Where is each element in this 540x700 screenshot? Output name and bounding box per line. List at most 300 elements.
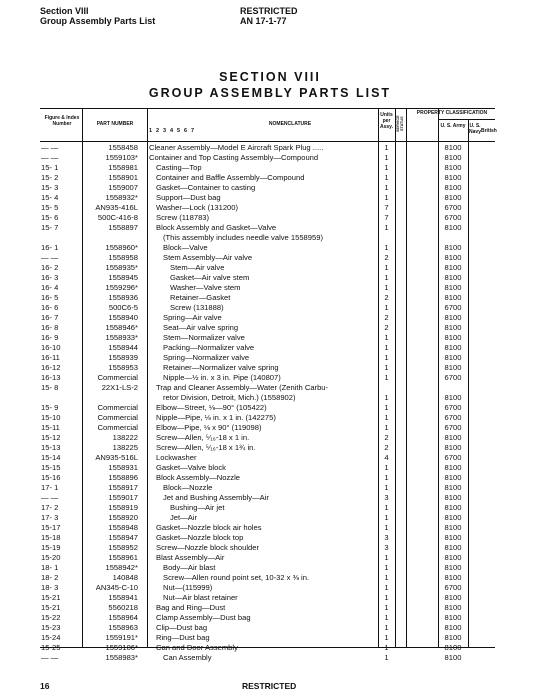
part-number: 1558940: [108, 313, 138, 322]
table-row: [40, 213, 495, 223]
figure-index: 18- 1: [41, 563, 59, 572]
table-row: [40, 283, 495, 293]
nomenclature: Casting—Top: [156, 163, 202, 172]
indent-header-5: 5: [177, 128, 181, 134]
table-row: [40, 423, 495, 433]
figure-index: 15- 2: [41, 173, 59, 182]
units-per-assembly: 1: [384, 483, 389, 492]
figure-index: 15-24: [41, 633, 61, 642]
nomenclature: Clip—Dust bag: [156, 623, 208, 632]
units-per-assembly: 1: [384, 243, 389, 252]
nomenclature: Nut—(115999): [163, 583, 213, 592]
table-row: [40, 263, 495, 273]
restricted-label: RESTRICTED: [240, 6, 298, 16]
table-row: [40, 393, 495, 403]
nomenclature: Nut—Air blast retainer: [163, 593, 238, 602]
table-row: [40, 633, 495, 643]
nomenclature: Can Assembly: [163, 653, 212, 662]
page-number: 16: [40, 681, 50, 691]
table-row: [40, 523, 495, 533]
part-number: 500C-416-8: [97, 213, 138, 222]
table-row: [40, 533, 495, 543]
table-row: [40, 353, 495, 363]
part-number: 1559296*: [105, 283, 138, 292]
table-row: [40, 543, 495, 553]
us-army-class: 8100: [444, 343, 462, 352]
section-subtitle: Group Assembly Parts List: [40, 16, 156, 26]
running-header-center: [240, 6, 298, 26]
figure-index: 15- 5: [41, 203, 59, 212]
units-per-assembly: 1: [384, 353, 389, 362]
nomenclature: Bag and Ring—Dust: [156, 603, 226, 612]
units-per-assembly: 1: [384, 403, 389, 412]
nomenclature: Jet—Air: [170, 513, 198, 522]
units-per-assembly: 1: [384, 583, 389, 592]
figure-index: 15-25: [41, 643, 61, 652]
units-per-assembly: 1: [384, 263, 389, 272]
units-per-assembly: 1: [384, 473, 389, 482]
table-row: [40, 503, 495, 513]
nomenclature: Retainer—Gasket: [170, 293, 231, 302]
part-number: 1559106*: [105, 643, 138, 652]
nomenclature: Elbow—Street, ⅛—90° (105422): [156, 403, 267, 412]
figure-index: 16- 4: [41, 283, 59, 292]
units-per-assembly: 1: [384, 643, 389, 652]
nomenclature: Nipple—Pipe, ⅛ in. x 1 in. (142275): [156, 413, 276, 422]
nomenclature: Block Assembly—Nozzle: [156, 473, 240, 482]
units-per-assembly: 3: [384, 493, 389, 502]
nomenclature: Lockwasher: [156, 453, 197, 462]
us-army-class: 8100: [444, 543, 462, 552]
nomenclature: Elbow—Pipe, ⅛ x 90° (119098): [156, 423, 262, 432]
header-rule: [40, 141, 495, 142]
units-per-assembly: 1: [384, 633, 389, 642]
service-status-header: SERVICE STATUS: [396, 115, 404, 133]
us-army-class: 8100: [444, 323, 462, 332]
figure-index: — —: [41, 493, 59, 502]
section-label: Section VIII: [40, 6, 89, 16]
indent-header-2: 2: [156, 128, 160, 134]
part-number: 1559017: [108, 493, 138, 502]
part-number: 1558946*: [105, 323, 138, 332]
part-number: 1558932*: [105, 193, 138, 202]
figure-index: 15-21: [41, 593, 61, 602]
table-row: [40, 603, 495, 613]
table-row: [40, 573, 495, 583]
us-army-class: 8100: [444, 363, 462, 372]
us-army-class: 8100: [444, 183, 462, 192]
units-per-assembly: 3: [384, 543, 389, 552]
part-number: 1559103*: [105, 153, 138, 162]
us-army-header: U. S. Army: [440, 123, 466, 129]
table-row: [40, 173, 495, 183]
nomenclature: Container and Top Casting Assembly—Compound: [149, 153, 319, 162]
table-row: [40, 443, 495, 453]
us-army-class: 6700: [444, 413, 462, 422]
part-number: 1559007: [108, 183, 138, 192]
nomenclature: Clamp Assembly—Dust bag: [156, 613, 251, 622]
figure-index: 15-20: [41, 553, 61, 562]
table-row: [40, 433, 495, 443]
part-number: 1559191*: [105, 633, 138, 642]
us-army-class: 8100: [444, 603, 462, 612]
part-number: 5560218: [108, 603, 138, 612]
part-number: 1558961: [108, 553, 138, 562]
part-number: Commercial: [97, 403, 138, 412]
us-army-class: 8100: [444, 523, 462, 532]
us-army-class: 6700: [444, 213, 462, 222]
figure-index: 15-22: [41, 613, 61, 622]
nomenclature-header: NOMENCLATURE: [268, 121, 312, 127]
nomenclature: Spring—Air valve: [163, 313, 222, 322]
nomenclature: Body—Air blast: [163, 563, 216, 572]
figure-index: 15- 1: [41, 163, 59, 172]
part-number: 1558933*: [105, 333, 138, 342]
part-number: 1558958: [108, 253, 138, 262]
nomenclature: Seat—Air valve spring: [163, 323, 239, 332]
units-per-assembly: 2: [384, 323, 389, 332]
property-rule: [438, 119, 495, 120]
table-row: [40, 153, 495, 163]
british-header: British: [481, 128, 497, 134]
units-per-assembly: 1: [384, 193, 389, 202]
figure-header: Figure & Index Number: [44, 115, 80, 127]
units-per-assembly: 1: [384, 653, 389, 662]
figure-index: 16-13: [41, 373, 61, 382]
us-army-class: 8100: [444, 273, 462, 282]
units-per-assembly: 1: [384, 143, 389, 152]
part-number: 1558945: [108, 273, 138, 282]
nomenclature: Packing—Normalizer valve: [163, 343, 255, 352]
nomenclature: Stem—Normalizer valve: [163, 333, 245, 342]
figure-index: — —: [41, 653, 59, 662]
figure-index: 16- 9: [41, 333, 59, 342]
nomenclature: Washer—Valve stem: [170, 283, 241, 292]
figure-index: 16- 7: [41, 313, 59, 322]
figure-index: — —: [41, 153, 59, 162]
part-number: 500C6-5: [108, 303, 138, 312]
figure-index: 16- 2: [41, 263, 59, 272]
units-per-assembly: 2: [384, 443, 389, 452]
nomenclature: Gasket—Air valve stem: [170, 273, 250, 282]
figure-index: 15- 7: [41, 223, 59, 232]
units-per-assembly: 2: [384, 313, 389, 322]
nomenclature: Stem—Air valve: [170, 263, 225, 272]
figure-index: 16- 6: [41, 303, 59, 312]
units-per-assembly: 1: [384, 173, 389, 182]
table-row: [40, 613, 495, 623]
us-army-class: 8100: [444, 433, 462, 442]
table-row: [40, 363, 495, 373]
figure-index: — —: [41, 143, 59, 152]
nomenclature: Jet and Bushing Assembly—Air: [163, 493, 269, 502]
figure-index: 16- 3: [41, 273, 59, 282]
us-army-class: 8100: [444, 243, 462, 252]
part-number: 1558458: [108, 143, 138, 152]
us-army-class: 8100: [444, 283, 462, 292]
nomenclature: Washer—Lock (131200): [156, 203, 239, 212]
indent-header-7: 7: [191, 128, 195, 134]
units-per-assembly: 1: [384, 623, 389, 632]
units-per-assembly: 1: [384, 603, 389, 612]
table-row: [40, 653, 495, 663]
part-number: Commercial: [97, 423, 138, 432]
part-number: 1558901: [108, 173, 138, 182]
table-row: [40, 313, 495, 323]
table-row: [40, 293, 495, 303]
parts-table: [40, 108, 497, 662]
figure-index: — —: [41, 253, 59, 262]
table-row: [40, 383, 495, 393]
indent-header-4: 4: [170, 128, 174, 134]
units-header: Units per Assy.: [380, 112, 393, 130]
nomenclature: Screw—Nozzle block shoulder: [156, 543, 259, 552]
part-number: 1558981: [108, 163, 138, 172]
figure-index: 16-11: [41, 353, 60, 362]
units-per-assembly: 3: [384, 533, 389, 542]
table-row: [40, 193, 495, 203]
table-row: [40, 203, 495, 213]
us-army-class: 8100: [444, 263, 462, 272]
us-army-class: 8100: [444, 163, 462, 172]
units-per-assembly: 1: [384, 523, 389, 532]
table-row: [40, 273, 495, 283]
part-number: 138222: [112, 433, 138, 442]
units-per-assembly: 2: [384, 293, 389, 302]
running-header-left: [40, 6, 155, 26]
us-army-class: 8100: [444, 473, 462, 482]
us-army-class: 6700: [444, 373, 462, 382]
figure-index: 17- 1: [41, 483, 59, 492]
part-number: 1558896: [108, 473, 138, 482]
part-number: 140848: [112, 573, 138, 582]
units-per-assembly: 1: [384, 463, 389, 472]
nomenclature: Can and Door Assembly: [156, 643, 238, 652]
part-number: 1558944: [108, 343, 138, 352]
us-army-class: 8100: [444, 143, 462, 152]
table-row: [40, 163, 495, 173]
figure-index: 15-14: [41, 453, 61, 462]
units-per-assembly: 1: [384, 363, 389, 372]
figure-index: 15-19: [41, 543, 61, 552]
table-row: [40, 303, 495, 313]
us-army-class: 8100: [444, 563, 462, 572]
nomenclature: Screw—Allen, ⁵⁄₁₆-18 x 1 in.: [156, 433, 250, 442]
units-per-assembly: 1: [384, 223, 389, 232]
nomenclature: retor Division, Detroit, Mich.) (1558902): [163, 393, 296, 402]
us-army-class: 8100: [444, 623, 462, 632]
part-number: 1558964: [108, 613, 138, 622]
table-row: [40, 513, 495, 523]
us-army-class: 8100: [444, 643, 462, 652]
us-army-class: 8100: [444, 353, 462, 362]
us-army-class: 8100: [444, 153, 462, 162]
table-row: [40, 623, 495, 633]
units-per-assembly: 1: [384, 593, 389, 602]
figure-index: 16-10: [41, 343, 61, 352]
table-row: [40, 243, 495, 253]
nomenclature: Spring—Normalizer valve: [163, 353, 250, 362]
table-row: [40, 323, 495, 333]
nomenclature: (This assembly includes needle valve 1558959): [163, 233, 323, 242]
table-row: [40, 473, 495, 483]
us-army-class: 8100: [444, 333, 462, 342]
units-per-assembly: 2: [384, 253, 389, 262]
part-number: 1558953: [108, 363, 138, 372]
indent-header-3: 3: [163, 128, 167, 134]
table-row: [40, 493, 495, 503]
part-number: 1558936: [108, 293, 138, 302]
us-army-class: 8100: [444, 553, 462, 562]
figure-index: 17- 2: [41, 503, 59, 512]
figure-index: 15-10: [41, 413, 61, 422]
units-per-assembly: 1: [384, 163, 389, 172]
units-per-assembly: 1: [384, 343, 389, 352]
table-row: [40, 333, 495, 343]
us-army-class: 6700: [444, 403, 462, 412]
units-per-assembly: 4: [384, 453, 389, 462]
figure-index: 15-21: [41, 603, 61, 612]
us-army-class: 6700: [444, 423, 462, 432]
us-army-class: 6700: [444, 583, 462, 592]
nomenclature: Block Assembly and Gasket—Valve: [156, 223, 277, 232]
nomenclature: Stem Assembly—Air valve: [163, 253, 253, 262]
figure-index: 15-12: [41, 433, 61, 442]
us-army-class: 8100: [444, 293, 462, 302]
nomenclature: Retainer—Normalizer valve spring: [163, 363, 279, 372]
figure-index: 15-13: [41, 443, 61, 452]
units-per-assembly: 1: [384, 373, 389, 382]
table-row: [40, 463, 495, 473]
us-army-class: 8100: [444, 573, 462, 582]
nomenclature: Screw (131888): [170, 303, 224, 312]
us-army-class: 8100: [444, 173, 462, 182]
indent-header-6: 6: [184, 128, 188, 134]
table-row: [40, 553, 495, 563]
part-number: 1558952: [108, 543, 138, 552]
us-army-class: 8100: [444, 633, 462, 642]
units-per-assembly: 1: [384, 303, 389, 312]
part-number: 1558931: [108, 463, 138, 472]
table-row: [40, 233, 495, 243]
table-row: [40, 183, 495, 193]
table-row: [40, 643, 495, 653]
nomenclature: Nipple—½ in. x 3 in. Pipe (140807): [163, 373, 281, 382]
section-title: SECTION VIII: [219, 70, 321, 84]
part-number: 1558942*: [105, 563, 138, 572]
nomenclature: Gasket—Container to casting: [156, 183, 256, 192]
part-number: AN345-C-10: [95, 583, 138, 592]
figure-index: 16- 5: [41, 293, 59, 302]
us-army-class: 8100: [444, 393, 462, 402]
part-number: Commercial: [97, 413, 138, 422]
nomenclature: Block—Valve: [163, 243, 208, 252]
table-row: [40, 403, 495, 413]
part-number: 1558917: [108, 483, 138, 492]
figure-index: 17- 3: [41, 513, 59, 522]
nomenclature: Cleaner Assembly—Model E Aircraft Spark Plug .....: [149, 143, 324, 152]
part-number: Commercial: [97, 373, 138, 382]
indent-header-1: 1: [149, 128, 153, 134]
part-number: 1558939: [108, 353, 138, 362]
nomenclature: Gasket—Nozzle block top: [156, 533, 244, 542]
us-army-class: 8100: [444, 493, 462, 502]
part-number: 1558920: [108, 513, 138, 522]
us-army-class: 8100: [444, 193, 462, 202]
us-army-class: 6700: [444, 203, 462, 212]
nomenclature: Ring—Dust bag: [156, 633, 210, 642]
figure-index: 15- 8: [41, 383, 59, 392]
part-number: 138225: [112, 443, 138, 452]
part-number: 1558919: [108, 503, 138, 512]
us-army-class: 8100: [444, 253, 462, 262]
part-number: 1558963: [108, 623, 138, 632]
table-row: [40, 563, 495, 573]
units-per-assembly: 1: [384, 573, 389, 582]
us-army-class: 6700: [444, 303, 462, 312]
nomenclature: Gasket—Nozzle block air holes: [156, 523, 262, 532]
nomenclature: Support—Dust bag: [156, 193, 221, 202]
units-per-assembly: 1: [384, 333, 389, 342]
us-army-class: 8100: [444, 313, 462, 322]
figure-index: 16- 1: [41, 243, 59, 252]
us-army-class: 8100: [444, 653, 462, 662]
units-per-assembly: 1: [384, 563, 389, 572]
us-army-class: 8100: [444, 223, 462, 232]
figure-index: 15-23: [41, 623, 61, 632]
table-row: [40, 143, 495, 153]
units-per-assembly: 1: [384, 183, 389, 192]
property-classification-header: PROPERTY CLASSIFICATION: [416, 110, 488, 116]
table-row: [40, 483, 495, 493]
nomenclature: Container and Baffle Assembly—Compound: [156, 173, 305, 182]
part-number: 22X1-LS-2: [101, 383, 138, 392]
us-army-class: 8100: [444, 513, 462, 522]
nomenclature: Screw—Allen, ⁵⁄₁₆-18 x 1¾ in.: [156, 443, 256, 452]
us-army-class: 8100: [444, 483, 462, 492]
table-row: [40, 253, 495, 263]
nomenclature: Block—Nozzle: [163, 483, 213, 492]
figure-index: 15- 4: [41, 193, 59, 202]
document-number: AN 17-1-77: [240, 16, 287, 26]
units-per-assembly: 1: [384, 553, 389, 562]
part-number: AN935-516L: [95, 453, 138, 462]
units-per-assembly: 7: [384, 203, 389, 212]
section-subtitle-heading: GROUP ASSEMBLY PARTS LIST: [148, 86, 392, 100]
nomenclature: Trap and Cleaner Assembly—Water (Zenith Carbu-: [156, 383, 329, 392]
figure-index: 15- 9: [41, 403, 59, 412]
figure-index: 15- 6: [41, 213, 59, 222]
part-number: AN935-416L: [95, 203, 138, 212]
table-row: [40, 453, 495, 463]
nomenclature: Screw—Allen round point set, 10-32 x ⅜ in.: [163, 573, 310, 582]
figure-index: 15-11: [41, 423, 60, 432]
figure-index: 15-16: [41, 473, 61, 482]
table-row: [40, 373, 495, 383]
units-per-assembly: 1: [384, 513, 389, 522]
figure-index: 16- 8: [41, 323, 59, 332]
part-number: 1558897: [108, 223, 138, 232]
us-army-class: 6700: [444, 453, 462, 462]
us-army-class: 8100: [444, 443, 462, 452]
us-army-class: 8100: [444, 503, 462, 512]
units-per-assembly: 1: [384, 413, 389, 422]
figure-index: 15-15: [41, 463, 61, 472]
nomenclature: Screw (118783): [156, 213, 210, 222]
figure-index: 18- 3: [41, 583, 59, 592]
table-row: [40, 343, 495, 353]
table-row: [40, 413, 495, 423]
